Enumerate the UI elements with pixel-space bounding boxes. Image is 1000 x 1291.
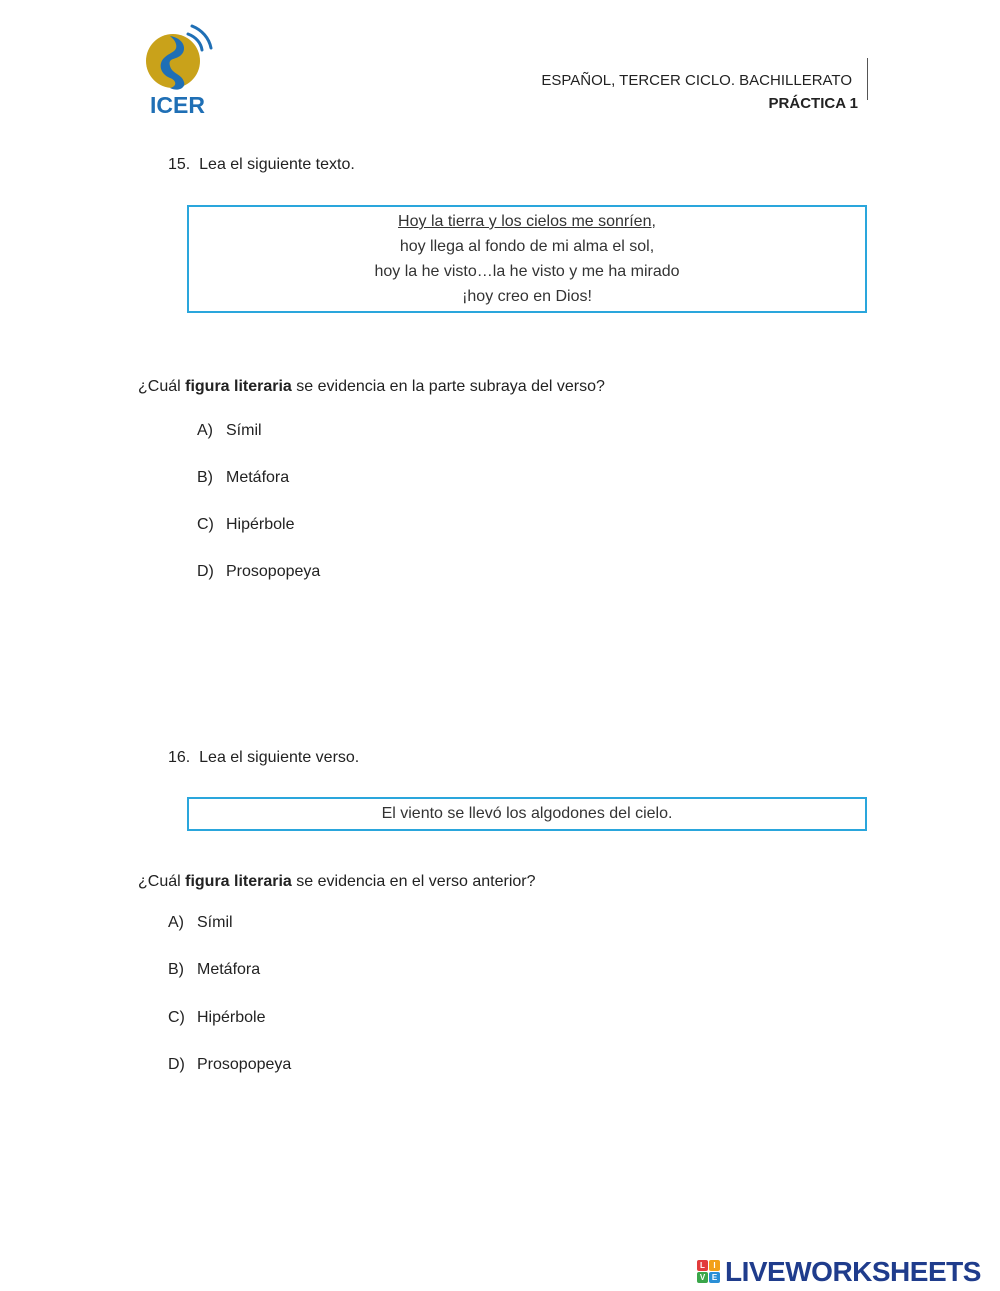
q15-question-bold: figura literaria	[185, 378, 292, 395]
q15-option-b[interactable]	[197, 469, 289, 487]
q16-instruction: Lea el siguiente verso.	[199, 749, 360, 766]
option-text: Hipérbole	[226, 516, 295, 533]
q16-question-bold: figura literaria	[185, 873, 292, 890]
poem-line-1	[189, 209, 865, 234]
practice-title: PRÁCTICA 1	[768, 95, 858, 112]
q16-verse: El viento se llevó los algodones del cielo.	[381, 805, 673, 822]
q16-verse-box	[187, 797, 867, 831]
option-letter: C)	[168, 1009, 185, 1026]
option-text: Prosopopeya	[197, 1056, 292, 1073]
poem-line-3: hoy la he visto…la he visto y me ha mirado	[374, 263, 680, 280]
q15-number: 15.	[168, 156, 191, 173]
brand-tile-v: V	[697, 1272, 708, 1283]
option-letter: D)	[197, 563, 214, 580]
liveworksheets-brand[interactable]	[697, 1256, 997, 1288]
q16-question-post: se evidencia en el verso anterior?	[291, 873, 536, 890]
option-text: Metáfora	[226, 469, 290, 486]
q15-heading	[168, 156, 355, 174]
option-letter: A)	[197, 422, 213, 439]
brand-tile-e: E	[709, 1272, 720, 1283]
icer-logo	[140, 20, 220, 120]
q16-option-b[interactable]	[168, 961, 260, 979]
q16-question-pre: ¿Cuál	[138, 873, 186, 890]
brand-tile-l: L	[697, 1260, 708, 1271]
q15-question-pre: ¿Cuál	[138, 378, 186, 395]
option-letter: D)	[168, 1056, 185, 1073]
q15-option-a[interactable]	[197, 422, 262, 440]
q15-instruction: Lea el siguiente texto.	[199, 156, 355, 173]
poem-line-2: hoy llega al fondo de mi alma el sol,	[399, 238, 655, 255]
brand-tile-i: I	[709, 1260, 720, 1271]
poem-line-1-underlined: Hoy la tierra y los cielos me sonríen	[398, 213, 652, 230]
q16-question	[138, 873, 536, 891]
q16-option-c[interactable]	[168, 1009, 265, 1027]
option-text: Metáfora	[197, 961, 261, 978]
option-letter: B)	[197, 469, 213, 486]
poem-line-1-tail: ,	[651, 213, 656, 230]
q16-heading	[168, 749, 359, 767]
header-divider	[867, 58, 868, 100]
q16-number: 16.	[168, 749, 191, 766]
q15-question	[138, 378, 605, 396]
q16-option-a[interactable]	[168, 914, 233, 932]
option-text: Símil	[226, 422, 262, 439]
logo-text: ICER	[150, 92, 205, 118]
option-letter: A)	[168, 914, 184, 931]
option-letter: B)	[168, 961, 184, 978]
icer-logo-graphic	[140, 20, 220, 120]
q16-option-d[interactable]	[168, 1056, 291, 1074]
q15-poem-box	[187, 205, 867, 313]
option-text: Símil	[197, 914, 233, 931]
option-text: Prosopopeya	[226, 563, 321, 580]
option-text: Hipérbole	[197, 1009, 266, 1026]
q15-option-d[interactable]	[197, 563, 320, 581]
q15-option-c[interactable]	[197, 516, 294, 534]
course-title: ESPAÑOL, TERCER CICLO. BACHILLERATO	[541, 72, 852, 89]
option-letter: C)	[197, 516, 214, 533]
poem-line-4: ¡hoy creo en Dios!	[462, 288, 592, 305]
q15-question-post: se evidencia en la parte subraya del verso?	[291, 378, 605, 395]
brand-text: LIVEWORKSHEETS	[725, 1256, 981, 1287]
